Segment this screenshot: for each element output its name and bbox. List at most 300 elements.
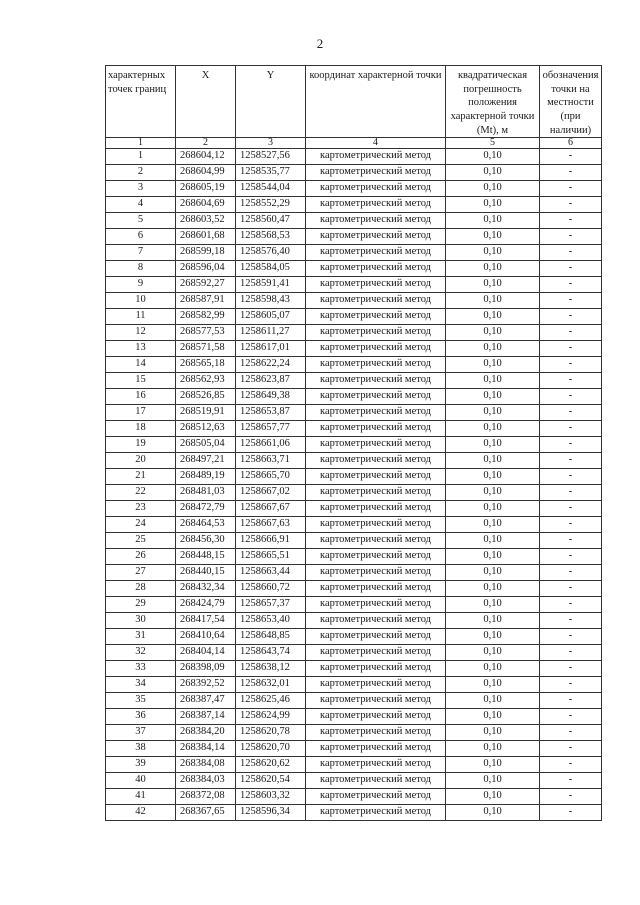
point-number-cell: 6 <box>106 229 176 245</box>
error-cell: 0,10 <box>446 597 540 613</box>
table-row <box>106 469 602 485</box>
marking-cell: - <box>540 245 602 261</box>
error-cell: 0,10 <box>446 373 540 389</box>
error-cell: 0,10 <box>446 277 540 293</box>
error-cell: 0,10 <box>446 421 540 437</box>
x-coordinate-cell: 268565,18 <box>176 357 236 373</box>
y-coordinate-cell: 1258620,54 <box>236 773 306 789</box>
y-coordinate-cell: 1258560,47 <box>236 213 306 229</box>
x-coordinate-cell: 268464,53 <box>176 517 236 533</box>
method-cell: картометрический метод <box>306 485 446 501</box>
point-number-cell: 42 <box>106 805 176 821</box>
y-coordinate-cell: 1258648,85 <box>236 629 306 645</box>
marking-cell: - <box>540 357 602 373</box>
table-row <box>106 309 602 325</box>
header-row <box>106 66 602 138</box>
point-number-cell: 35 <box>106 693 176 709</box>
table-row <box>106 453 602 469</box>
method-cell: картометрический метод <box>306 325 446 341</box>
error-cell: 0,10 <box>446 757 540 773</box>
marking-cell: - <box>540 453 602 469</box>
marking-cell: - <box>540 517 602 533</box>
method-cell: картометрический метод <box>306 645 446 661</box>
y-coordinate-cell: 1258620,70 <box>236 741 306 757</box>
y-coordinate-cell: 1258596,34 <box>236 805 306 821</box>
table-row <box>106 805 602 821</box>
point-number-cell: 24 <box>106 517 176 533</box>
column-index: 2 <box>176 138 236 149</box>
point-number-cell: 26 <box>106 549 176 565</box>
marking-cell: - <box>540 789 602 805</box>
point-number-cell: 28 <box>106 581 176 597</box>
error-cell: 0,10 <box>446 565 540 581</box>
error-cell: 0,10 <box>446 501 540 517</box>
y-coordinate-cell: 1258622,24 <box>236 357 306 373</box>
y-coordinate-cell: 1258653,40 <box>236 613 306 629</box>
marking-cell: - <box>540 277 602 293</box>
y-coordinate-cell: 1258632,01 <box>236 677 306 693</box>
error-cell: 0,10 <box>446 773 540 789</box>
x-coordinate-cell: 268489,19 <box>176 469 236 485</box>
error-cell: 0,10 <box>446 485 540 501</box>
y-coordinate-cell: 1258623,87 <box>236 373 306 389</box>
y-coordinate-cell: 1258527,56 <box>236 149 306 165</box>
point-number-cell: 27 <box>106 565 176 581</box>
error-cell: 0,10 <box>446 325 540 341</box>
marking-cell: - <box>540 757 602 773</box>
y-coordinate-cell: 1258568,53 <box>236 229 306 245</box>
marking-cell: - <box>540 501 602 517</box>
table-row <box>106 725 602 741</box>
point-number-cell: 5 <box>106 213 176 229</box>
x-coordinate-cell: 268603,52 <box>176 213 236 229</box>
point-number-cell: 1 <box>106 149 176 165</box>
method-cell: картометрический метод <box>306 165 446 181</box>
y-coordinate-cell: 1258657,37 <box>236 597 306 613</box>
x-coordinate-cell: 268424,79 <box>176 597 236 613</box>
marking-cell: - <box>540 741 602 757</box>
x-coordinate-cell: 268562,93 <box>176 373 236 389</box>
page-number: 2 <box>316 36 324 51</box>
table-row <box>106 533 602 549</box>
x-coordinate-cell: 268398,09 <box>176 661 236 677</box>
x-coordinate-cell: 268604,12 <box>176 149 236 165</box>
x-coordinate-cell: 268497,21 <box>176 453 236 469</box>
y-coordinate-cell: 1258660,72 <box>236 581 306 597</box>
table-row <box>106 693 602 709</box>
point-number-cell: 4 <box>106 197 176 213</box>
error-cell: 0,10 <box>446 453 540 469</box>
error-cell: 0,10 <box>446 469 540 485</box>
point-number-cell: 29 <box>106 597 176 613</box>
y-coordinate-cell: 1258663,44 <box>236 565 306 581</box>
x-coordinate-cell: 268367,65 <box>176 805 236 821</box>
method-cell: картометрический метод <box>306 421 446 437</box>
error-cell: 0,10 <box>446 725 540 741</box>
x-coordinate-cell: 268448,15 <box>176 549 236 565</box>
method-cell: картометрический метод <box>306 517 446 533</box>
table-row <box>106 325 602 341</box>
marking-cell: - <box>540 261 602 277</box>
marking-cell: - <box>540 533 602 549</box>
point-number-cell: 39 <box>106 757 176 773</box>
method-cell: картометрический метод <box>306 293 446 309</box>
header-method: координат характерной точки <box>306 66 446 138</box>
header-y: Y <box>236 66 306 138</box>
error-cell: 0,10 <box>446 517 540 533</box>
y-coordinate-cell: 1258624,99 <box>236 709 306 725</box>
table-body <box>106 149 602 821</box>
table-row <box>106 565 602 581</box>
marking-cell: - <box>540 645 602 661</box>
table-row <box>106 357 602 373</box>
method-cell: картометрический метод <box>306 773 446 789</box>
point-number-cell: 38 <box>106 741 176 757</box>
y-coordinate-cell: 1258665,51 <box>236 549 306 565</box>
method-cell: картометрический метод <box>306 661 446 677</box>
table-row <box>106 517 602 533</box>
marking-cell: - <box>540 197 602 213</box>
y-coordinate-cell: 1258661,06 <box>236 437 306 453</box>
error-cell: 0,10 <box>446 581 540 597</box>
method-cell: картометрический метод <box>306 389 446 405</box>
y-coordinate-cell: 1258576,40 <box>236 245 306 261</box>
table-row <box>106 661 602 677</box>
x-coordinate-cell: 268604,69 <box>176 197 236 213</box>
method-cell: картометрический метод <box>306 309 446 325</box>
x-coordinate-cell: 268384,14 <box>176 741 236 757</box>
table-row <box>106 613 602 629</box>
error-cell: 0,10 <box>446 389 540 405</box>
method-cell: картометрический метод <box>306 149 446 165</box>
x-coordinate-cell: 268582,99 <box>176 309 236 325</box>
x-coordinate-cell: 268571,58 <box>176 341 236 357</box>
table-row <box>106 757 602 773</box>
marking-cell: - <box>540 661 602 677</box>
x-coordinate-cell: 268526,85 <box>176 389 236 405</box>
error-cell: 0,10 <box>446 245 540 261</box>
point-number-cell: 19 <box>106 437 176 453</box>
error-cell: 0,10 <box>446 181 540 197</box>
marking-cell: - <box>540 581 602 597</box>
error-cell: 0,10 <box>446 213 540 229</box>
table-row <box>106 437 602 453</box>
x-coordinate-cell: 268410,64 <box>176 629 236 645</box>
marking-cell: - <box>540 309 602 325</box>
point-number-cell: 41 <box>106 789 176 805</box>
marking-cell: - <box>540 341 602 357</box>
y-coordinate-cell: 1258667,67 <box>236 501 306 517</box>
method-cell: картометрический метод <box>306 453 446 469</box>
table-row <box>106 181 602 197</box>
error-cell: 0,10 <box>446 693 540 709</box>
point-number-cell: 7 <box>106 245 176 261</box>
method-cell: картометрический метод <box>306 341 446 357</box>
x-coordinate-cell: 268432,34 <box>176 581 236 597</box>
y-coordinate-cell: 1258544,04 <box>236 181 306 197</box>
error-cell: 0,10 <box>446 149 540 165</box>
x-coordinate-cell: 268417,54 <box>176 613 236 629</box>
error-cell: 0,10 <box>446 261 540 277</box>
marking-cell: - <box>540 677 602 693</box>
error-cell: 0,10 <box>446 661 540 677</box>
coordinates-table <box>105 65 602 821</box>
marking-cell: - <box>540 597 602 613</box>
marking-cell: - <box>540 293 602 309</box>
table-row <box>106 421 602 437</box>
method-cell: картометрический метод <box>306 213 446 229</box>
point-number-cell: 17 <box>106 405 176 421</box>
marking-cell: - <box>540 421 602 437</box>
point-number-cell: 2 <box>106 165 176 181</box>
point-number-cell: 9 <box>106 277 176 293</box>
method-cell: картометрический метод <box>306 533 446 549</box>
y-coordinate-cell: 1258649,38 <box>236 389 306 405</box>
method-cell: картометрический метод <box>306 549 446 565</box>
table-row <box>106 645 602 661</box>
method-cell: картометрический метод <box>306 437 446 453</box>
point-number-cell: 10 <box>106 293 176 309</box>
column-index: 6 <box>540 138 602 149</box>
point-number-cell: 31 <box>106 629 176 645</box>
point-number-cell: 36 <box>106 709 176 725</box>
error-cell: 0,10 <box>446 437 540 453</box>
header-marking: обозначения точки на местности (при наличии) <box>540 66 602 138</box>
y-coordinate-cell: 1258605,07 <box>236 309 306 325</box>
table-row <box>106 709 602 725</box>
y-coordinate-cell: 1258603,32 <box>236 789 306 805</box>
x-coordinate-cell: 268587,91 <box>176 293 236 309</box>
table-row <box>106 341 602 357</box>
y-coordinate-cell: 1258667,63 <box>236 517 306 533</box>
y-coordinate-cell: 1258620,78 <box>236 725 306 741</box>
table-row <box>106 629 602 645</box>
method-cell: картометрический метод <box>306 565 446 581</box>
method-cell: картометрический метод <box>306 501 446 517</box>
error-cell: 0,10 <box>446 533 540 549</box>
error-cell: 0,10 <box>446 405 540 421</box>
y-coordinate-cell: 1258625,46 <box>236 693 306 709</box>
x-coordinate-cell: 268577,53 <box>176 325 236 341</box>
marking-cell: - <box>540 325 602 341</box>
x-coordinate-cell: 268601,68 <box>176 229 236 245</box>
column-index: 1 <box>106 138 176 149</box>
marking-cell: - <box>540 213 602 229</box>
table-row <box>106 293 602 309</box>
y-coordinate-cell: 1258638,12 <box>236 661 306 677</box>
method-cell: картометрический метод <box>306 469 446 485</box>
marking-cell: - <box>540 389 602 405</box>
y-coordinate-cell: 1258667,02 <box>236 485 306 501</box>
table-row <box>106 197 602 213</box>
method-cell: картометрический метод <box>306 789 446 805</box>
y-coordinate-cell: 1258665,70 <box>236 469 306 485</box>
point-number-cell: 3 <box>106 181 176 197</box>
x-coordinate-cell: 268440,15 <box>176 565 236 581</box>
y-coordinate-cell: 1258620,62 <box>236 757 306 773</box>
marking-cell: - <box>540 165 602 181</box>
header-point-number: характерных точек границ <box>106 66 176 138</box>
table-row <box>106 789 602 805</box>
point-number-cell: 20 <box>106 453 176 469</box>
point-number-cell: 40 <box>106 773 176 789</box>
marking-cell: - <box>540 693 602 709</box>
x-coordinate-cell: 268384,08 <box>176 757 236 773</box>
method-cell: картометрический метод <box>306 805 446 821</box>
table-row <box>106 373 602 389</box>
marking-cell: - <box>540 405 602 421</box>
method-cell: картометрический метод <box>306 613 446 629</box>
x-coordinate-cell: 268505,04 <box>176 437 236 453</box>
error-cell: 0,10 <box>446 789 540 805</box>
y-coordinate-cell: 1258653,87 <box>236 405 306 421</box>
marking-cell: - <box>540 549 602 565</box>
point-number-cell: 14 <box>106 357 176 373</box>
marking-cell: - <box>540 437 602 453</box>
method-cell: картометрический метод <box>306 229 446 245</box>
column-index: 5 <box>446 138 540 149</box>
method-cell: картометрический метод <box>306 677 446 693</box>
table-row <box>106 213 602 229</box>
column-index-row <box>106 138 602 149</box>
table-row <box>106 405 602 421</box>
error-cell: 0,10 <box>446 709 540 725</box>
marking-cell: - <box>540 469 602 485</box>
table-row <box>106 485 602 501</box>
y-coordinate-cell: 1258657,77 <box>236 421 306 437</box>
marking-cell: - <box>540 709 602 725</box>
method-cell: картометрический метод <box>306 741 446 757</box>
table-row <box>106 165 602 181</box>
point-number-cell: 11 <box>106 309 176 325</box>
point-number-cell: 32 <box>106 645 176 661</box>
error-cell: 0,10 <box>446 357 540 373</box>
error-cell: 0,10 <box>446 309 540 325</box>
table-row <box>106 501 602 517</box>
method-cell: картометрический метод <box>306 629 446 645</box>
table-row <box>106 741 602 757</box>
method-cell: картометрический метод <box>306 597 446 613</box>
y-coordinate-cell: 1258535,77 <box>236 165 306 181</box>
x-coordinate-cell: 268605,19 <box>176 181 236 197</box>
marking-cell: - <box>540 725 602 741</box>
point-number-cell: 21 <box>106 469 176 485</box>
x-coordinate-cell: 268519,91 <box>176 405 236 421</box>
marking-cell: - <box>540 773 602 789</box>
point-number-cell: 33 <box>106 661 176 677</box>
point-number-cell: 25 <box>106 533 176 549</box>
point-number-cell: 15 <box>106 373 176 389</box>
marking-cell: - <box>540 565 602 581</box>
x-coordinate-cell: 268387,47 <box>176 693 236 709</box>
y-coordinate-cell: 1258666,91 <box>236 533 306 549</box>
x-coordinate-cell: 268596,04 <box>176 261 236 277</box>
y-coordinate-cell: 1258598,43 <box>236 293 306 309</box>
x-coordinate-cell: 268456,30 <box>176 533 236 549</box>
error-cell: 0,10 <box>446 677 540 693</box>
method-cell: картометрический метод <box>306 373 446 389</box>
marking-cell: - <box>540 373 602 389</box>
column-index: 3 <box>236 138 306 149</box>
error-cell: 0,10 <box>446 293 540 309</box>
point-number-cell: 30 <box>106 613 176 629</box>
table-row <box>106 229 602 245</box>
point-number-cell: 8 <box>106 261 176 277</box>
point-number-cell: 13 <box>106 341 176 357</box>
x-coordinate-cell: 268604,99 <box>176 165 236 181</box>
point-number-cell: 16 <box>106 389 176 405</box>
table-row <box>106 677 602 693</box>
error-cell: 0,10 <box>446 229 540 245</box>
y-coordinate-cell: 1258584,05 <box>236 261 306 277</box>
error-cell: 0,10 <box>446 805 540 821</box>
y-coordinate-cell: 1258663,71 <box>236 453 306 469</box>
error-cell: 0,10 <box>446 341 540 357</box>
y-coordinate-cell: 1258617,01 <box>236 341 306 357</box>
x-coordinate-cell: 268387,14 <box>176 709 236 725</box>
x-coordinate-cell: 268472,79 <box>176 501 236 517</box>
error-cell: 0,10 <box>446 197 540 213</box>
method-cell: картометрический метод <box>306 197 446 213</box>
point-number-cell: 12 <box>106 325 176 341</box>
table-row <box>106 389 602 405</box>
marking-cell: - <box>540 485 602 501</box>
method-cell: картометрический метод <box>306 693 446 709</box>
x-coordinate-cell: 268599,18 <box>176 245 236 261</box>
error-cell: 0,10 <box>446 165 540 181</box>
method-cell: картометрический метод <box>306 277 446 293</box>
method-cell: картометрический метод <box>306 581 446 597</box>
x-coordinate-cell: 268481,03 <box>176 485 236 501</box>
header-x: X <box>176 66 236 138</box>
y-coordinate-cell: 1258643,74 <box>236 645 306 661</box>
table-row <box>106 773 602 789</box>
table-row <box>106 261 602 277</box>
method-cell: картометрический метод <box>306 709 446 725</box>
x-coordinate-cell: 268512,63 <box>176 421 236 437</box>
y-coordinate-cell: 1258552,29 <box>236 197 306 213</box>
method-cell: картометрический метод <box>306 725 446 741</box>
method-cell: картометрический метод <box>306 261 446 277</box>
marking-cell: - <box>540 149 602 165</box>
y-coordinate-cell: 1258611,27 <box>236 325 306 341</box>
point-number-cell: 23 <box>106 501 176 517</box>
marking-cell: - <box>540 613 602 629</box>
table-row <box>106 245 602 261</box>
y-coordinate-cell: 1258591,41 <box>236 277 306 293</box>
error-cell: 0,10 <box>446 645 540 661</box>
error-cell: 0,10 <box>446 741 540 757</box>
point-number-cell: 18 <box>106 421 176 437</box>
marking-cell: - <box>540 229 602 245</box>
x-coordinate-cell: 268592,27 <box>176 277 236 293</box>
error-cell: 0,10 <box>446 629 540 645</box>
method-cell: картометрический метод <box>306 757 446 773</box>
table-row <box>106 549 602 565</box>
x-coordinate-cell: 268372,08 <box>176 789 236 805</box>
marking-cell: - <box>540 181 602 197</box>
marking-cell: - <box>540 629 602 645</box>
column-index: 4 <box>306 138 446 149</box>
method-cell: картометрический метод <box>306 405 446 421</box>
table-row <box>106 581 602 597</box>
error-cell: 0,10 <box>446 549 540 565</box>
table-row <box>106 277 602 293</box>
table-row <box>106 597 602 613</box>
x-coordinate-cell: 268384,20 <box>176 725 236 741</box>
point-number-cell: 22 <box>106 485 176 501</box>
x-coordinate-cell: 268404,14 <box>176 645 236 661</box>
